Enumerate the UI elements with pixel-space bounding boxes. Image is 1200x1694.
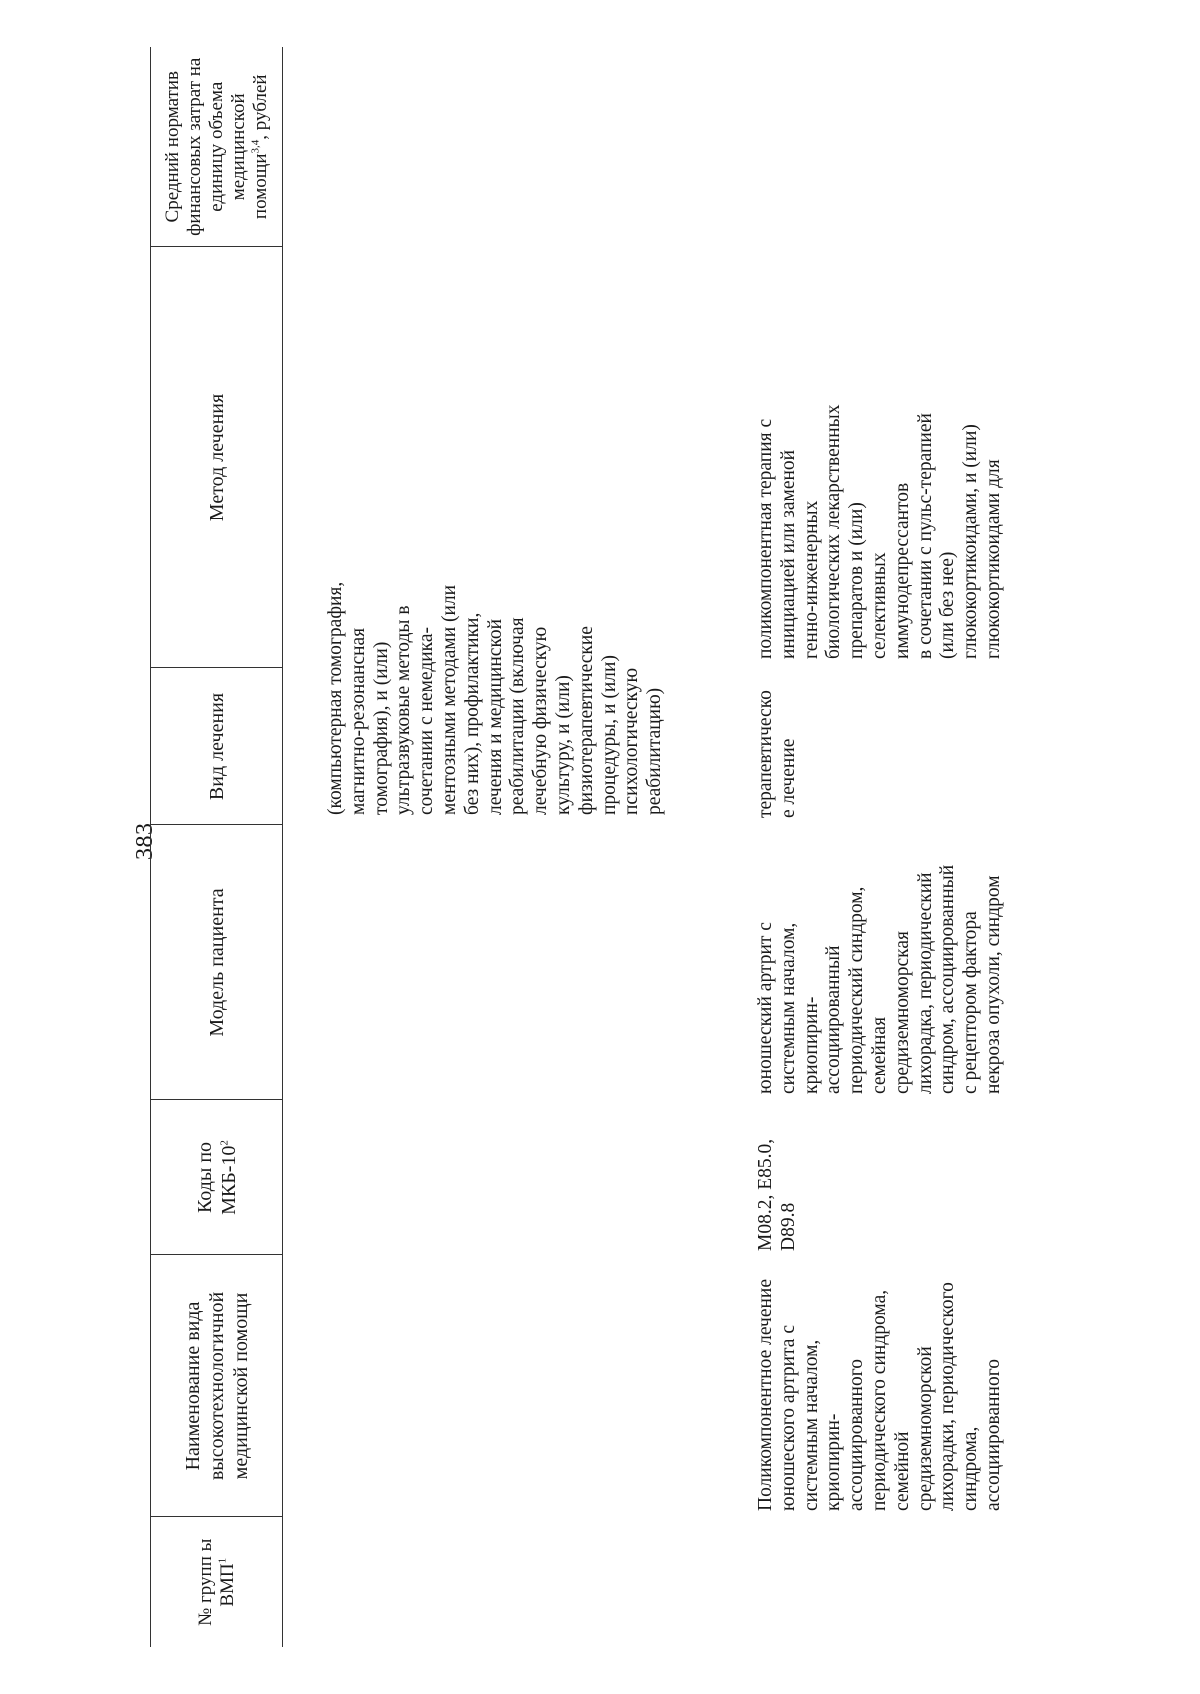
header-treatment-type: Вид лечения [151, 668, 283, 825]
header-icd-codes: Коды по МКБ-$10^2$ [151, 1100, 283, 1255]
table-cell-icd-codes: M08.2, E85.0, D89.8 [755, 1138, 799, 1251]
table-cell-method-continuation: (компьютерная томография, магнитно-резонансная томография), и (или) ультразвуковые методы в сочетании с немедика- ментозными методами (или без них), профилактики, лечения и медицинской реабилитации (включая лечебную физическую культуру, и (или) физиотерапевтические процедуры, и (или) психологическую реабилитацию) [325, 581, 666, 815]
header-average-cost: Средний норматив финансовых затрат на единицу объема медицинской помощи$^{3,4}$, рублей [151, 47, 283, 247]
table-header [150, 47, 283, 1647]
header-care-type-name: Наименование вида высокотехнологичной медицинской помощи [151, 1255, 283, 1517]
header-group-number: № групп ы ВМП$^1$ [151, 1517, 283, 1647]
header-patient-model: Модель пациента [151, 825, 283, 1100]
table-cell-treatment-method: поликомпонентная терапия с инициацией или заменой генно-инженерных биологических лекарственных препаратов и (или) селективных иммунодепрессантов в сочетании с пульс-терапией (или без нее) глюкокортикоидами, и (или) глюкокортикоидами для [755, 404, 1004, 659]
table-cell-treatment-type: терапевтическо е лечение [755, 690, 799, 818]
table-cell-patient-model: юношеский артрит с системным началом, криопирин- ассоциированный периодический синдром, семейная средиземноморская лихорадка, периодический синдром, ассоциированный с рецептором фактора некроза опухоли, синдром [755, 864, 1004, 1094]
header-treatment-method: Метод лечения [151, 247, 283, 668]
page-number: 383 [132, 822, 158, 860]
table-cell-care-type-name: Поликомпонентное лечение юношеского артрита с системным началом, криопирин- ассоциированного периодического синдрома, семейной средиземноморской лихорадки, периодического синдрома, ассоциированного [755, 1278, 1004, 1511]
rotated-document-page [132, 47, 1180, 1647]
table-header-row [151, 47, 283, 1647]
